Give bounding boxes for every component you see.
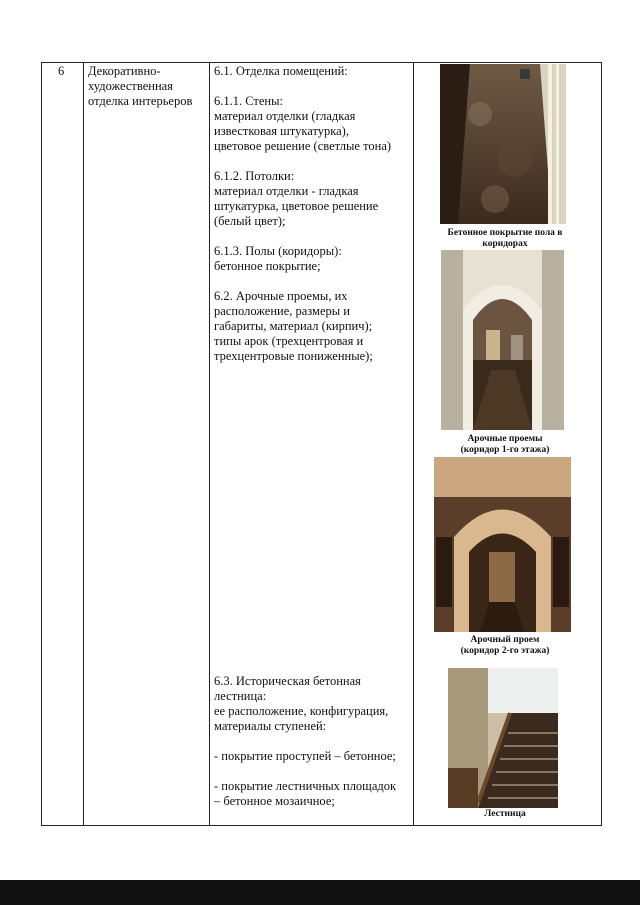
column-divider-2 [209,62,210,826]
row-number: 6 [58,64,65,78]
caption-corridor-floor: Бетонное покрытие пола в коридорах [447,228,563,249]
photo-corridor-floor [440,64,566,224]
photo-arched-openings-floor-1 [441,250,564,430]
row-name: Декоративно- художественная отделка интерьеров [88,64,193,108]
column-divider-1 [83,62,84,826]
table-top-border [41,62,602,63]
table-left-border [41,62,42,826]
column-divider-3 [413,62,414,826]
table-bottom-border [41,825,602,826]
content-block-finishing: 6.1. Отделка помещений: 6.1.1. Стены: материал отделки (гладкая известковая штукатурка), цветовое решение (светлые тона) 6.1.2. Потолки: материал отделки - гладкая штукатурка, цветовое решение (белый цвет); 6.1.3. Полы (коридоры): бетонное покрытие; 6.2. Арочные проемы, их расположение, размеры и габариты, материал (кирпич); типы арок (трехцентровая и трехцентровые пониженные); [214,64,392,363]
scan-bottom-edge [0,880,640,905]
photo-staircase [448,668,558,808]
caption-staircase: Лестница [484,809,526,819]
content-block-staircase: 6.3. Историческая бетонная лестница: ее расположение, конфигурация, материалы ступеней: - покрытие проступей – бетонное; - покрытие лестничных площадок – бетонное мозаичное; [214,674,397,808]
table-right-border [601,62,602,826]
caption-arched-opening-floor-2: Арочный проем (коридор 2-го этажа) [460,635,550,656]
photo-arched-opening-floor-2 [434,457,571,632]
caption-arched-openings-floor-1: Арочные проемы (коридор 1-го этажа) [460,434,550,455]
